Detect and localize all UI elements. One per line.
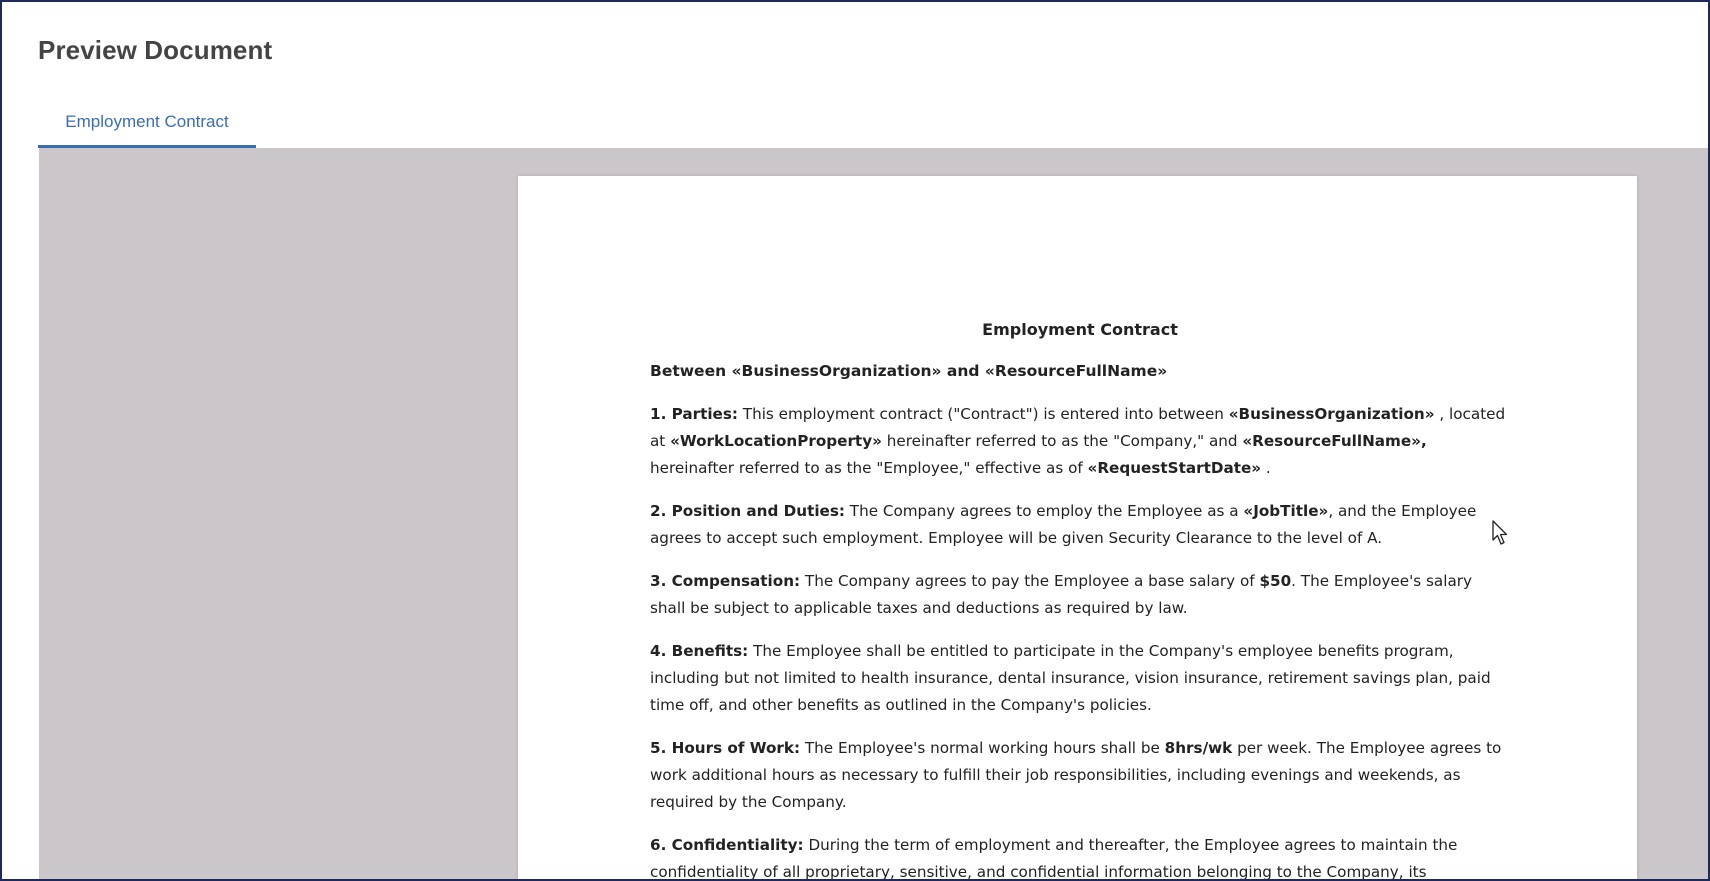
section-text: , located at: [650, 405, 1506, 450]
document-preview-area[interactable]: [39, 148, 1710, 881]
tab-employment-contract[interactable]: Employment Contract: [38, 98, 256, 148]
section-text: hereinafter referred to as the "Employee," effective as of: [650, 459, 1088, 477]
section-heading: 4. Benefits:: [650, 642, 749, 660]
merge-field: «JobTitle»: [1243, 502, 1329, 520]
document-section: [650, 401, 1510, 482]
mouse-pointer-icon: [1492, 520, 1510, 546]
merge-field: 8hrs/wk: [1164, 739, 1233, 757]
section-heading: 1. Parties:: [650, 405, 738, 423]
tab-bar: [38, 98, 1708, 148]
document-sections: [650, 401, 1510, 881]
merge-field: «BusinessOrganization»: [1228, 405, 1435, 423]
section-heading: 2. Position and Duties:: [650, 502, 845, 520]
document-section: [650, 568, 1510, 622]
section-text: per week. The Employee agrees to work additional hours as necessary to fulfill their job responsibilities, including evenings and weekends, as required by the Company.: [650, 739, 1502, 811]
document-content: [650, 316, 1510, 881]
merge-field: $50: [1259, 572, 1292, 590]
section-text: .: [1261, 459, 1271, 477]
section-text: hereinafter referred to as the "Company," and: [881, 432, 1243, 450]
section-text: The Employee shall be entitled to participate in the Company's employee benefits program, including but not limited to health insurance, dental insurance, vision insurance, retirement savings plan, paid time off, and other benefits as outlined in the Company's policies.: [650, 642, 1491, 714]
section-text: This employment contract ("Contract") is entered into between: [737, 405, 1229, 423]
merge-field: «RequestStartDate»: [1087, 459, 1262, 477]
document-section: [650, 735, 1510, 816]
section-heading: 3. Compensation:: [650, 572, 801, 590]
section-text: . The Employee's salary shall be subject to applicable taxes and deductions as required by law.: [650, 572, 1472, 617]
document-parties-line: Between «BusinessOrganization» and «ResourceFullName»: [650, 362, 1168, 380]
merge-field: «WorkLocationProperty»: [670, 432, 882, 450]
merge-field: «ResourceFullName»,: [1242, 432, 1427, 450]
section-text: The Company agrees to employ the Employee as a: [844, 502, 1244, 520]
section-text: The Company agrees to pay the Employee a base salary of: [800, 572, 1260, 590]
document-section: [650, 638, 1510, 719]
document-section: [650, 832, 1510, 881]
page-title: Preview Document: [38, 35, 273, 65]
section-heading: 5. Hours of Work:: [650, 739, 801, 757]
section-text: During the term of employment and thereafter, the Employee agrees to maintain the confidentiality of all proprietary, sensitive, and confidential information belonging to the Company, its: [650, 836, 1458, 881]
document-title: Employment Contract: [982, 320, 1178, 339]
document-page: [518, 176, 1637, 881]
section-heading: 6. Confidentiality:: [650, 836, 804, 854]
section-text: , and the Employee agrees to accept such employment. Employee will be given Security Clearance to the level of A.: [650, 502, 1477, 547]
document-section: [650, 498, 1510, 552]
section-text: The Employee's normal working hours shall be: [800, 739, 1165, 757]
